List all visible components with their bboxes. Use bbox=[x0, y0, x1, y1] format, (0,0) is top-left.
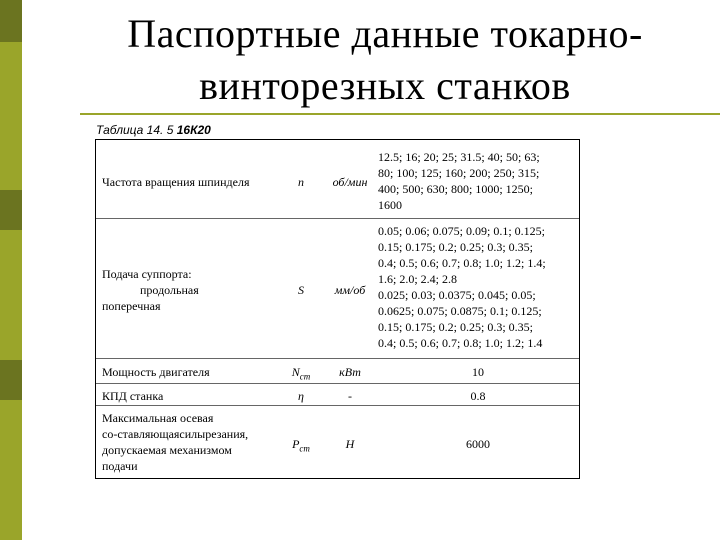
row-unit: мм/об bbox=[334, 283, 366, 297]
value-line: 0.025; 0.03; 0.0375; 0.045; 0.05; bbox=[378, 288, 536, 302]
caption-prefix: Таблица 14. 5 bbox=[96, 123, 174, 137]
row-divider bbox=[96, 405, 579, 406]
row-value: 6000 bbox=[466, 437, 490, 451]
row-values bbox=[376, 223, 578, 351]
value-line: 0.4; 0.5; 0.6; 0.7; 0.8; 1.0; 1.2; 1.4; bbox=[378, 256, 546, 270]
row-values bbox=[376, 149, 578, 213]
row-name: КПД станка bbox=[102, 389, 164, 403]
value-line: 0.15; 0.175; 0.2; 0.25; 0.3; 0.35; bbox=[378, 240, 534, 254]
side-bar-segment bbox=[0, 190, 22, 230]
row-symbol bbox=[276, 364, 326, 384]
name-line: допускаемая механизмом bbox=[102, 443, 232, 457]
caption-model: 16К20 bbox=[176, 123, 211, 137]
title-line-1: Паспортные данные токарно- bbox=[127, 11, 643, 56]
value-line: 0.05; 0.06; 0.075; 0.09; 0.1; 0.125; bbox=[378, 224, 546, 238]
row-divider bbox=[96, 383, 579, 384]
row-unit: - bbox=[348, 389, 352, 403]
row-name: Мощность двигателя bbox=[102, 365, 210, 379]
name-line: поперечная bbox=[102, 299, 161, 313]
value-line: 0.0625; 0.075; 0.0875; 0.1; 0.125; bbox=[378, 304, 542, 318]
row-value: 0.8 bbox=[470, 389, 486, 403]
symbol-subscript: ст bbox=[299, 443, 310, 454]
decorative-side-bar bbox=[0, 0, 22, 540]
value-line: 0.4; 0.5; 0.6; 0.7; 0.8; 1.0; 1.2; 1.4 bbox=[378, 336, 543, 350]
title-line-2: винторезных станков bbox=[199, 63, 571, 108]
name-line: Максимальная осевая bbox=[102, 411, 214, 425]
row-divider bbox=[96, 358, 579, 359]
name-line: продольная bbox=[140, 283, 199, 297]
value-line: 1600 bbox=[378, 198, 402, 212]
row-symbol: S bbox=[298, 283, 304, 297]
row-unit: Н bbox=[345, 437, 355, 451]
row-name: Частота вращения шпинделя bbox=[102, 175, 250, 189]
row-name bbox=[102, 410, 277, 474]
symbol-main: N bbox=[291, 365, 300, 379]
row-value: 10 bbox=[472, 365, 484, 379]
page-title bbox=[60, 8, 710, 112]
row-symbol: η bbox=[298, 389, 304, 403]
row-divider bbox=[96, 218, 579, 219]
table-caption bbox=[96, 123, 211, 137]
name-line: подачи bbox=[102, 459, 138, 473]
row-symbol: n bbox=[298, 175, 304, 189]
value-line: 1.6; 2.0; 2.4; 2.8 bbox=[378, 272, 458, 286]
value-line: 12.5; 16; 20; 25; 31.5; 40; 50; 63; bbox=[378, 150, 540, 164]
row-symbol bbox=[276, 436, 326, 456]
value-line: 80; 100; 125; 160; 200; 250; 315; bbox=[378, 166, 540, 180]
row-unit: кВт bbox=[339, 365, 361, 379]
symbol-main: P bbox=[292, 437, 300, 451]
side-bar-segment bbox=[0, 0, 22, 42]
row-unit: об/мин bbox=[332, 175, 368, 189]
name-line: со-ставляющаясилырезания, bbox=[102, 427, 249, 441]
value-line: 0.15; 0.175; 0.2; 0.25; 0.3; 0.35; bbox=[378, 320, 534, 334]
value-line: 400; 500; 630; 800; 1000; 1250; bbox=[378, 182, 534, 196]
title-underline bbox=[80, 113, 720, 115]
symbol-subscript: ст bbox=[299, 371, 311, 382]
side-bar-segment bbox=[0, 360, 22, 400]
name-line: Подача суппорта: bbox=[102, 267, 192, 281]
specs-table bbox=[95, 139, 580, 479]
row-name bbox=[102, 266, 277, 314]
